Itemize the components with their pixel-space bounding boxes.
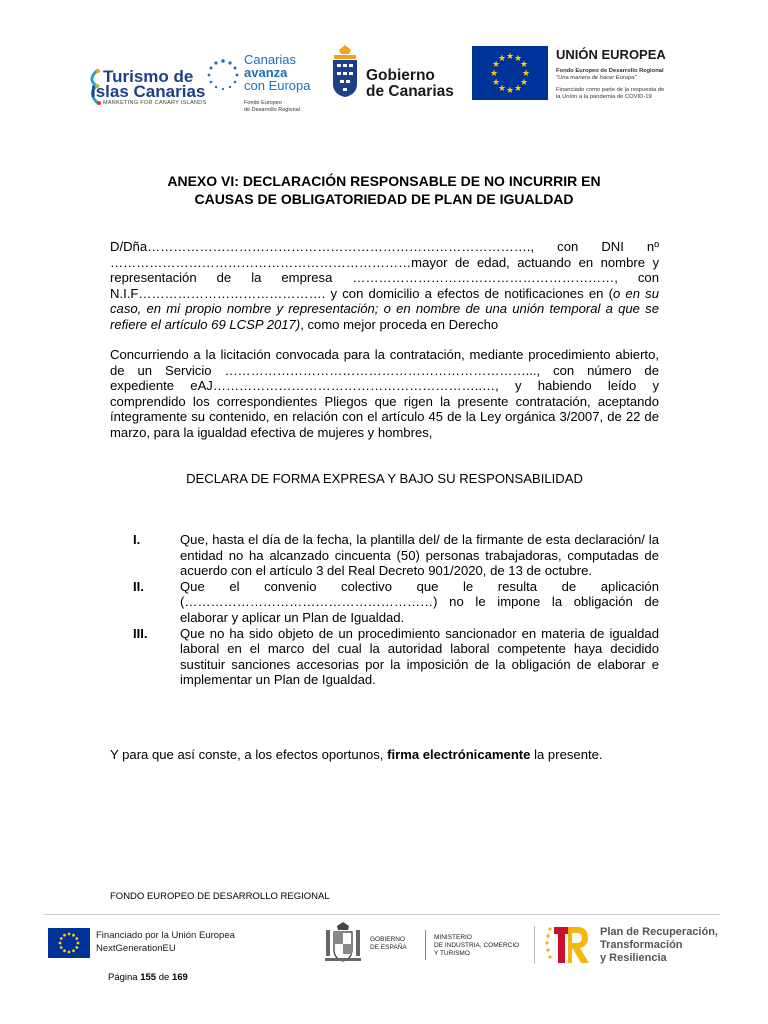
union-europea-logo	[472, 46, 692, 110]
footer-prtr-line2: Transformación	[600, 939, 683, 951]
page-number	[108, 972, 188, 983]
ue-line2: "Una manera de hacer Europa"	[556, 75, 637, 81]
list-item-number: I.	[133, 532, 141, 547]
list-item	[110, 532, 659, 579]
eu-flag-small-icon	[48, 928, 90, 958]
page-total: 169	[171, 972, 188, 983]
svg-text:★: ★	[497, 84, 507, 94]
turismo-line2: Islas Canarias	[91, 82, 206, 101]
footer-min-line1: MINISTERIO	[434, 934, 472, 941]
paragraph-declarant	[110, 239, 659, 333]
footer-logos	[44, 920, 724, 968]
svg-text:★: ★	[513, 84, 523, 94]
header-logos	[0, 40, 768, 120]
svg-text:★: ★	[505, 52, 515, 62]
licitacion-text: Concurriendo a la licitación convocada para la contratación, mediante procedimiento abierto, de un Servicio ……………………………………………………………..., con número de expediente eAJ……………………………………………………..…, y habiendo leído y comprendido los correspondientes Pliegos que rigen la presente contratación, aceptando íntegramente su contenido, en relación con el artículo 45 de la Ley orgánica 3/2007, de 22 de marzo, para la igualdad efectiva de mujeres y hombres,	[110, 347, 659, 440]
turismo-canarias-logo	[88, 66, 208, 106]
list-item-number: III.	[133, 625, 148, 641]
gobierno-canarias-line2: de Canarias	[366, 83, 454, 100]
page-label: Página	[108, 972, 141, 983]
turismo-line1: Turismo de	[103, 67, 194, 86]
paragraph-licitacion	[110, 347, 659, 441]
eu-flag-icon	[472, 46, 548, 100]
page-current: 155	[140, 972, 157, 983]
list-item-number: II.	[133, 578, 144, 594]
gobierno-canarias-logo	[330, 44, 460, 108]
svg-text:★: ★	[489, 69, 499, 79]
svg-text:★: ★	[491, 60, 501, 70]
footer-min-line3: Y TURISMO	[434, 950, 470, 957]
footer-gob-line1: GOBIERNO	[370, 936, 406, 943]
footer-fondo: FONDO EUROPEO DE DESARROLLO REGIONAL	[110, 891, 330, 902]
footer-min-line2: DE INDUSTRIA, COMERCIO	[434, 942, 520, 949]
ue-line4: la Unión a la pandemia de COVID-19	[556, 94, 652, 100]
closing-text: Y para que así conste, a los efectos oportunos,	[110, 747, 388, 762]
svg-text:★: ★	[497, 54, 507, 64]
document-title	[108, 172, 660, 208]
list-item	[110, 579, 659, 626]
svg-text:★: ★	[519, 78, 529, 88]
declara-heading: DECLARA DE FORMA EXPRESA Y BAJO SU RESPONSABILIDAD	[186, 471, 583, 486]
footer-prtr-line1: Plan de Recuperación,	[600, 926, 718, 938]
footer-prtr-divider	[534, 926, 535, 964]
canarias-avanza-line3: con Europa	[244, 78, 311, 93]
turismo-tagline: MARKETING FOR CANARY ISLANDS	[103, 100, 207, 106]
list-item	[110, 626, 659, 688]
declarant-text: D/Dña……………………………………………………………………………., con DNI nº ……………………………………………………………mayor de edad, actuando en nombre y representación de la empresa ……………………………………………………, con N.I.F……………………………………. y con domicilio a efectos de notificaciones en (	[110, 239, 659, 301]
footer-divider	[44, 914, 720, 915]
ue-line3: Financiado como parte de la respuesta de	[556, 87, 665, 93]
title-line2: CAUSAS DE OBLIGATORIEDAD DE PLAN DE IGUALDAD	[194, 191, 574, 207]
coat-of-arms-icon	[330, 44, 360, 98]
prtr-logo-icon	[544, 923, 592, 965]
canarias-avanza-sub2: de Desarrollo Regional	[244, 107, 300, 113]
footer-min-divider	[425, 930, 426, 960]
canarias-avanza-bold: avanza	[244, 65, 288, 80]
closing-statement	[110, 747, 670, 763]
canarias-avanza-sub1: Fondo Europeo	[244, 100, 282, 106]
title-line1: ANEXO VI: DECLARACIÓN RESPONSABLE DE NO INCURRIR EN	[167, 173, 601, 189]
page-of: de	[156, 972, 172, 983]
svg-text:★: ★	[491, 78, 501, 88]
footer-prtr-line3: y Resiliencia	[600, 952, 667, 964]
svg-text:★: ★	[519, 60, 529, 70]
footer-ue-line2: NextGenerationEU	[96, 943, 176, 954]
svg-text:★: ★	[513, 54, 523, 64]
spain-coat-of-arms-icon	[324, 922, 362, 964]
closing-end: la presente.	[530, 747, 603, 762]
stars-circle-icon	[206, 58, 240, 92]
gobierno-canarias-line1: Gobierno	[366, 67, 435, 84]
svg-text:★: ★	[521, 69, 531, 79]
ue-title: UNIÓN EUROPEA	[556, 47, 666, 62]
list-item-text: Que, hasta el día de la fecha, la plantilla del/ de la firmante de esta declaración/ la entidad no ha alcanzado cincuenta (50) personas trabajadoras, computadas de acuerdo con el artículo 3 del Real Decreto 901/2020, de 13 de octubre.	[180, 532, 659, 579]
closing-bold: firma electrónicamente	[387, 747, 531, 762]
canarias-avanza-logo	[206, 54, 316, 118]
declarant-end: , como mejor proceda en Derecho	[300, 316, 499, 332]
declarant-italic: o en su caso, en mi propio nombre y representación; o en nombre de una unión temporal a que se refiere el artículo 69 LCSP 2017)	[110, 285, 659, 332]
list-item-text: Que no ha sido objeto de un procedimiento sancionador en materia de igualdad laboral en el marco del cual la autoridad laboral competente haya decidido sustituir sanciones accesorias por la imposición de la obligación de elaborar e implementar un Plan de Igualdad.	[180, 625, 659, 688]
list-item-text: Que el convenio colectivo que le resulta de aplicación (…………………………………………………) no le impone la obligación de elaborar y aplicar un Plan de Igualdad.	[180, 578, 659, 625]
declaration-list	[110, 532, 659, 688]
ue-line1: Fondo Europeo de Desarrollo Regional	[556, 68, 664, 74]
canarias-avanza-line1: Canarias	[244, 52, 297, 67]
footer-ue-line1: Financiado por la Unión Europea	[96, 930, 235, 941]
footer-gob-line2: DE ESPAÑA	[370, 944, 407, 951]
svg-text:★: ★	[505, 86, 515, 96]
